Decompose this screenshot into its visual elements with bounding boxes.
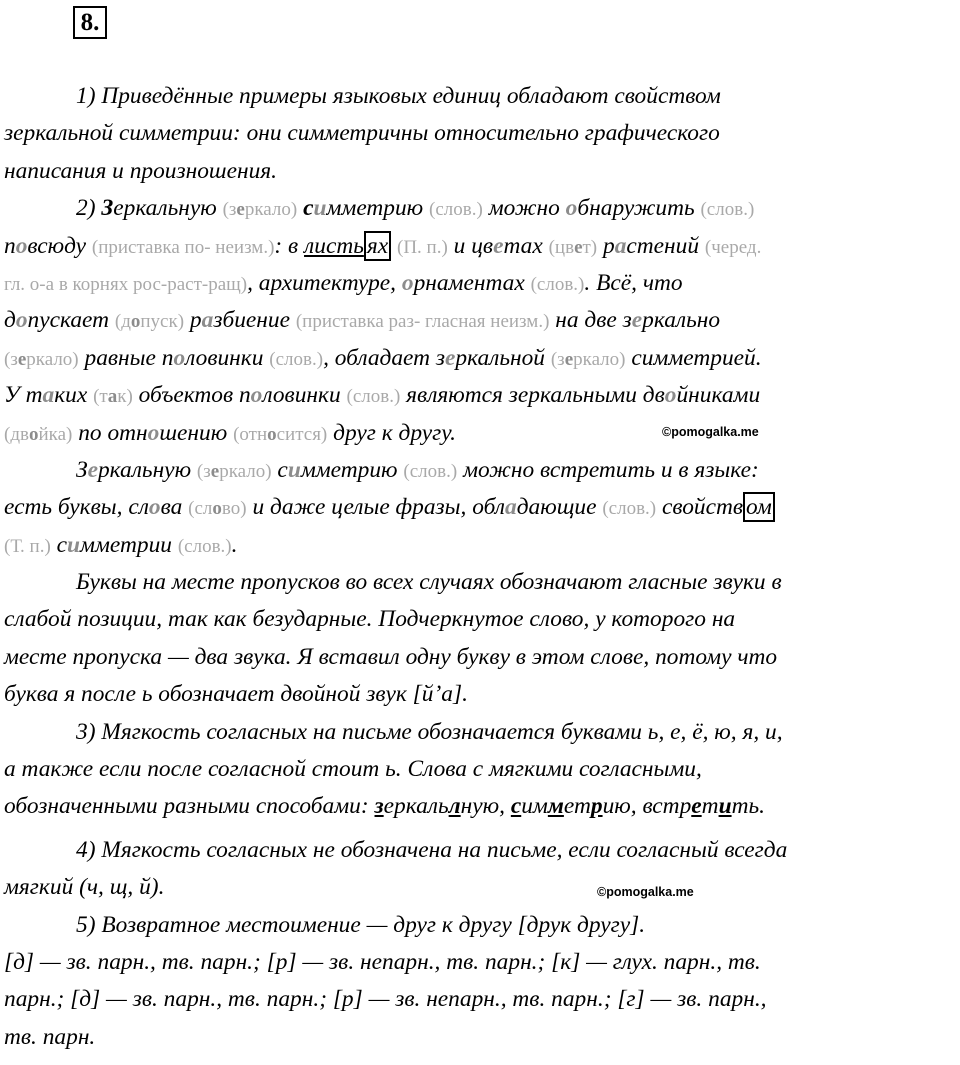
text-line: мягкий (ч, щ, й). (4, 874, 165, 901)
text-line: [д] — зв. парн., тв. парн.; [р] — зв. непарн., тв. парн.; [к] — глух. парн., тв. (4, 948, 761, 975)
text-line: Буквы на месте пропусков во всех случаях обозначают гласные звуки в (76, 569, 782, 596)
text-line: гл. о-а в корнях рос-раст-ращ), архитектуре, орнаментах (слов.). Всё, что (4, 269, 683, 296)
task-number: 8. (73, 6, 107, 39)
text-line: обозначенными разными способами: зеркальлную, симметрию, встретить. (4, 793, 765, 820)
text-line: тв. парн. (4, 1023, 96, 1050)
ending-box: ом (743, 492, 775, 522)
ending-box: ях (364, 231, 391, 261)
text-line: буква я после ь обозначает двойной звук [й’а]. (4, 681, 468, 708)
text-line: (Т. п.) симметрии (слов.). (4, 531, 238, 558)
text-line: Зеркальную (зеркало) симметрию (слов.) можно встретить и в языке: (76, 456, 759, 483)
answer-text (4, 78, 956, 1056)
text-line: есть буквы, слова (слово) и даже целые фразы, обладающие (слов.) свойств ом (4, 489, 956, 526)
text-line: парн.; [д] — зв. парн., тв. парн.; [р] — зв. непарн., тв. парн.; [г] — зв. парн., (4, 986, 767, 1013)
text-line: 4) Мягкость согласных не обозначена на письме, если согласный всегда (76, 836, 788, 863)
text-line: (двойка) по отношению (относится) друг к другу. (4, 419, 456, 446)
text-line: 1) Приведённые примеры языковых единиц обладают свойством (76, 83, 721, 109)
text-line: а также если после согласной стоит ь. Слова с мягкими согласными, (4, 756, 702, 783)
text-line: (зеркало) равные половинки (слов.), обладает зеркальной (зеркало) симметрией. (4, 344, 762, 371)
text-line: 3) Мягкость согласных на письме обозначается буквами ь, е, ё, ю, я, и, (76, 718, 783, 745)
text-line: написания и произношения. (4, 157, 277, 184)
text-line: месте пропуска — два звука. Я вставил одну букву в этом слове, потому что (4, 643, 778, 670)
text-line: повсюду (приставка по- неизм.): в листь ях (П. п.) и цветах (цвет) растений (черед. (4, 232, 762, 259)
text-line: 5) Возвратное местоимение — друг к другу [друк другу]. (76, 911, 646, 938)
text-line: 2) Зеркальную (зеркало) симметрию (слов.) можно обнаружить (слов.) (76, 195, 755, 222)
text-line: У таких (так) объектов половинки (слов.) являются зеркальными двойниками (4, 382, 761, 409)
text-line: слабой позиции, так как безударные. Подчеркнутое слово, у которого на (4, 606, 736, 633)
text-line: зеркальной симметрии: они симметричны относительно графического (4, 120, 720, 147)
watermark: ©pomogalka.me (662, 425, 759, 439)
watermark: ©pomogalka.me (597, 885, 694, 899)
text-line: допускает (допуск) разбиение (приставка раз- гласная неизм.) на две зеркально (4, 307, 721, 334)
